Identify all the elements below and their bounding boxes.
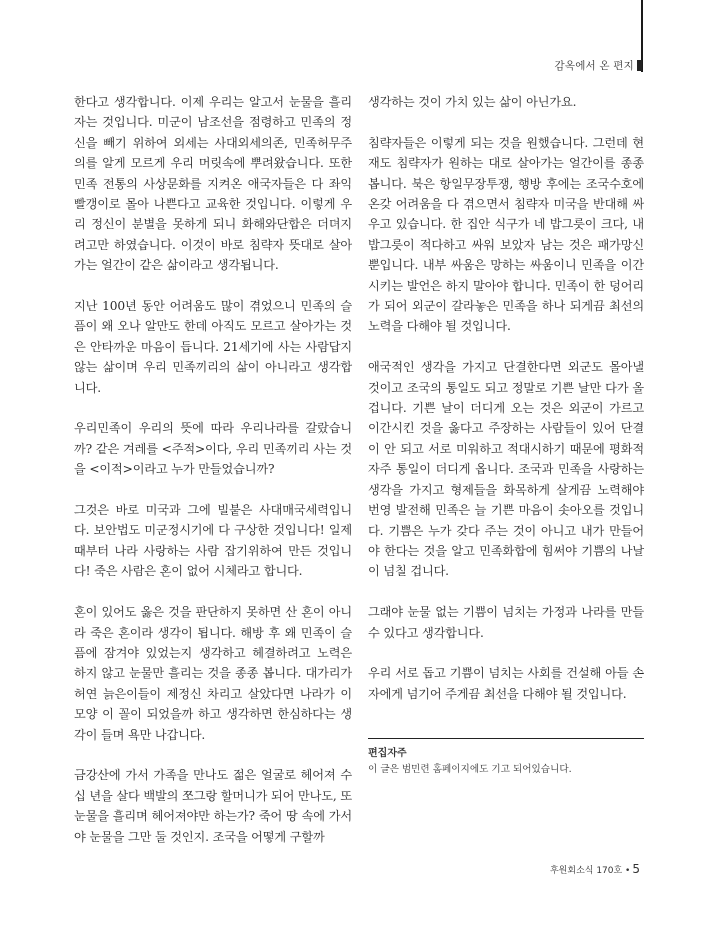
page-number: 5 xyxy=(632,862,640,876)
paragraph: 우리 서로 돕고 기쁨이 넘치는 사회를 건설해 아들 손자에게 넘기어 주게끔 최선을 다해야 될 것입니다. xyxy=(368,666,644,701)
editor-note-rule xyxy=(368,738,644,739)
paragraph: 지난 100년 동안 어려움도 많이 겪었으니 민족의 슬픔이 왜 오나 알만도 한데 아직도 모르고 살아가는 것은 안타까운 마음이 듭니다. 21세기에 사는 사람답지 않는 삶이며 우리 민족끼리의 삶이 아니라고 생각합니다. xyxy=(74,299,352,395)
paragraph: 한다고 생각합니다. 이제 우리는 알고서 눈물을 흘리자는 것입니다. 미군이 남조선을 점령하고 민족의 정신을 빼기 위하여 외세는 사대외세의존, 민족허무주의를 알게 모르게 우리 머릿속에 뿌려왔습니다. 또한 민족 전통의 사상문화를 지켜온 애국자들은 다 좌익 빨갱이로 몰아 나쁜다고 교육한 것입니다. 이렇게 우리 정신이 분별을 못하게 되니 화해와단합은 더뎌지려고만 하였습니다. 이것이 바로 침략자 뜻대로 살아가는 얼간이 같은 삶이라고 생각됩니다. xyxy=(74,95,352,273)
paragraph: 그것은 바로 미국과 그에 빌붙은 사대매국세력입니다. 보안법도 미군정시기에 다 구상한 것입니다! 일제때부터 나라 사랑하는 사람 잡기위하여 만든 것입니다! 죽은 사람은 혼이 없어 시체라고 합니다. xyxy=(74,503,352,579)
page-footer xyxy=(550,862,640,876)
header-mark xyxy=(637,60,642,71)
paragraph: 침략자들은 이렇게 되는 것을 원했습니다. 그런데 현재도 침략자가 원하는 대로 살아가는 얼간이를 종종 봅니다. 북은 항일무장투쟁, 행방 후에는 조국수호에 온갖 어려움을 다 겪으면서 침략자 미국을 반대해 싸우고 있습니다. 한 집안 식구가 네 밥그릇이 크다, 내 밥그릇이 적다하고 싸워 보았자 남는 것은 패가망신뿐입니다. 내부 싸움은 망하는 싸움이니 민족을 이간시키는 발언은 하지 말아야 합니다. 민족이 한 덩어리가 되어 외군이 갈라놓은 민족을 하나 되게끔 최선의 노력을 다해야 될 것입니다. xyxy=(368,135,644,334)
paragraph: 그래야 눈물 없는 기쁨이 넘치는 가정과 나라를 만들 수 있다고 생각합니다. xyxy=(368,605,644,640)
running-title: 감옥에서 온 편지 xyxy=(554,60,634,72)
paragraph: 애국적인 생각을 가지고 단결한다면 외군도 몰아낼 것이고 조국의 통일도 되고 정말로 기쁜 날만 다가 올 겁니다. 기쁜 날이 더디게 오는 것은 외군이 가르고 이간시킨 것을 옳다고 주장하는 사람들이 있어 단결이 안 되고 서로 미워하고 적대시하기 때문에 평화적 자주 통일이 더디게 옵니다. 조국과 민족을 사랑하는 생각을 가지고 형제들을 화목하게 살게끔 노력해야 번영 발전해 민족은 늘 기쁜 마음이 솟아오를 것입니다. 기쁨은 누가 갖다 주는 것이 아니고 내가 만들어야 한다는 것을 알고 민족화합에 힘써야 기쁨의 나날이 넘칠 겁니다. xyxy=(368,360,644,579)
right-column xyxy=(368,92,644,704)
paragraph: 혼이 있어도 옳은 것을 판단하지 못하면 산 혼이 아니라 죽은 혼이라 생각이 됩니다. 해방 후 왜 민족이 슬픔에 잠겨야 있었는지 생각하고 헤결하려고 노력은 하지 않고 눈물만 흘리는 것을 종종 봅니다. 대가리가 허연 늙은이들이 제정신 차리고 살았다면 나라가 이 모양 이 꼴이 되었을까 하고 생각하면 한심하다는 생각이 들며 욕만 나갑니다. xyxy=(74,605,352,742)
paragraph: 금강산에 가서 가족을 만나도 젊은 얼굴로 헤어져 수십 년을 살다 백발의 쪼그랑 할머니가 되어 만나도, 또 눈물을 흘리며 헤어져야만 하는가? 죽어 땅 속에 가서야 눈물을 그만 둘 것인지. 조국을 어떻게 구할까 xyxy=(74,768,352,844)
paragraph: 생각하는 것이 가치 있는 삶이 아닌가요. xyxy=(368,95,577,109)
paragraph: 우리민족이 우리의 뜻에 따라 우리나라를 갈랐습니까? 같은 겨레를 <주적>이다, 우리 민족끼리 사는 것을 <이적>이라고 누가 만들었습니까? xyxy=(74,421,352,477)
folio-label: 후원회소식 170호 • xyxy=(549,866,631,876)
left-column xyxy=(74,92,352,847)
editor-note-body: 이 글은 범민련 홈페이지에도 기고 되어있습니다. xyxy=(368,764,572,775)
editor-note-title: 편집자주 xyxy=(368,748,407,759)
